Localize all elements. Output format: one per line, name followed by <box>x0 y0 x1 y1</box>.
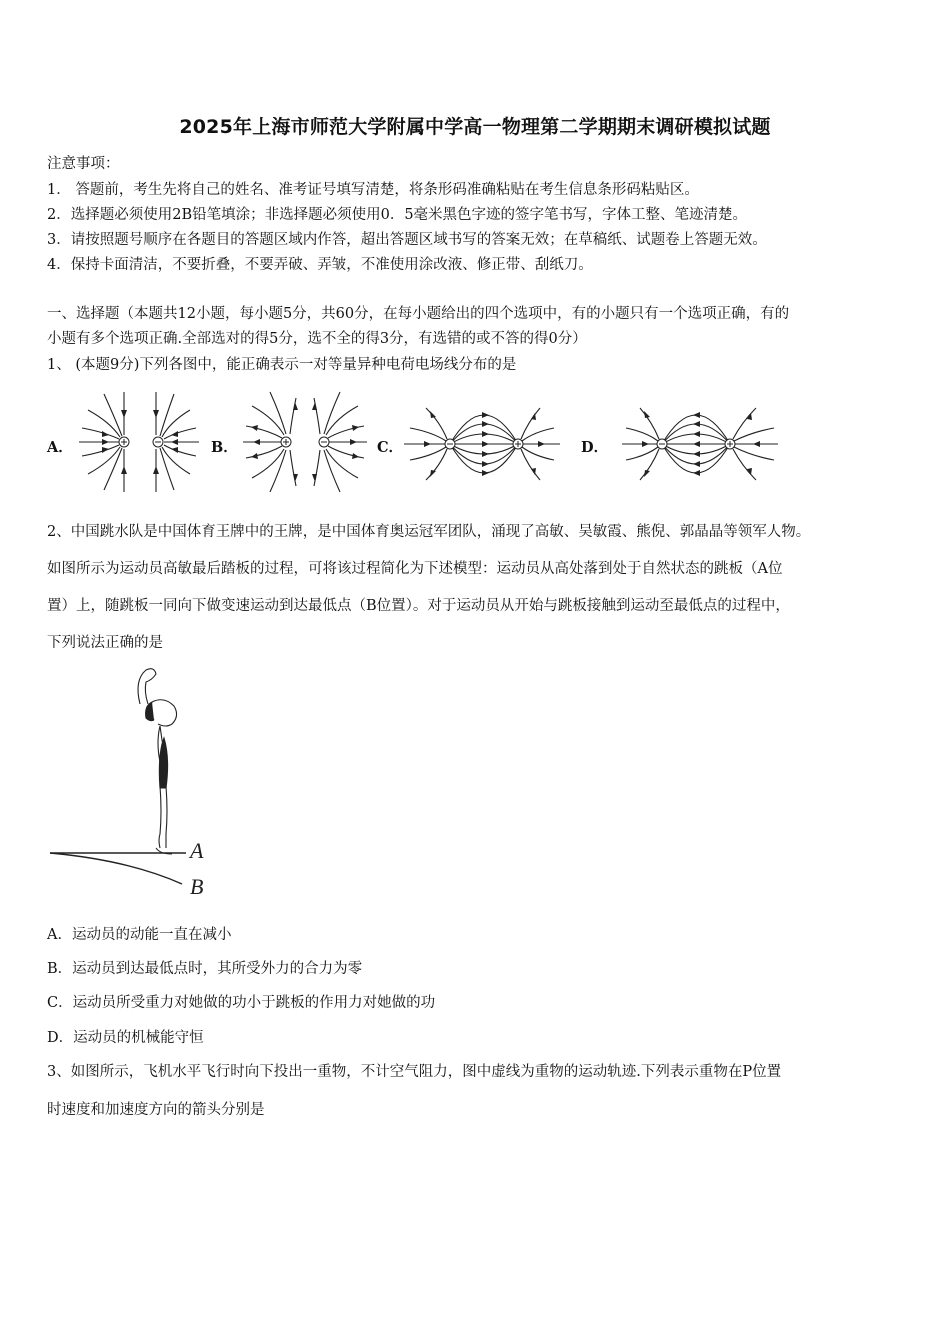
q2-stem-line: 2、中国跳水队是中国体育王牌中的王牌，是中国体育奥运冠军团队，涌现了高敏、吴敏霞、熊倪、郭晶晶等领军人物。 <box>47 524 811 540</box>
q2-option-d: D．运动员的机械能守恒 <box>47 1030 204 1046</box>
field-diagram-a <box>74 388 204 496</box>
q2-stem-line: 置）上，随跳板一同向下做变速运动到达最低点（B位置）。对于运动员从开始与跳板接触到运动至最低点的过程中， <box>47 598 790 614</box>
notice-heading: 注意事项： <box>47 156 120 172</box>
q3-stem-line: 3、如图所示，飞机水平飞行时向下投出一重物，不计空气阻力，图中虚线为重物的运动轨迹.下列表示重物在P位置 <box>47 1064 782 1080</box>
q1-option-b-label: B． <box>211 439 238 456</box>
field-diagram-c <box>402 390 562 498</box>
q1-option-a-label: A． <box>47 439 73 456</box>
notice-item: 2．选择题必须使用2B铅笔填涂；非选择题必须使用0．5毫米黑色字迹的签字笔书写，字体工整、笔迹清楚。 <box>47 207 748 223</box>
q1-option-d-label: D． <box>581 439 609 456</box>
q2-option-b: B．运动员到达最低点时，其所受外力的合力为零 <box>47 961 363 977</box>
q2-stem-line: 下列说法正确的是 <box>47 635 163 651</box>
q2-option-c: C．运动员所受重力对她做的功小于跳板的作用力对她做的功 <box>47 995 436 1011</box>
diver-figure <box>48 662 228 907</box>
notice-item: 3．请按照题号顺序在各题目的答题区域内作答，超出答题区域书写的答案无效；在草稿纸、试题卷上答题无效。 <box>47 232 767 248</box>
field-diagram-b <box>240 388 370 496</box>
field-diagram-d <box>620 390 780 498</box>
q2-option-a: A．运动员的动能一直在减小 <box>47 927 232 943</box>
q1-stem: 1、 (本题9分)下列各图中，能正确表示一对等量异种电荷电场线分布的是 <box>47 357 517 373</box>
notice-item: 4．保持卡面清洁，不要折叠，不要弄破、弄皱，不准使用涂改液、修正带、刮纸刀。 <box>47 257 593 273</box>
section-heading-line: 一、选择题（本题共12小题，每小题5分，共60分，在每小题给出的四个选项中，有的小题只有一个选项正确，有的 <box>47 306 790 322</box>
board-position-b-label: B <box>190 874 204 899</box>
board-position-a-label: A <box>190 838 204 863</box>
q3-stem-line: 时速度和加速度方向的箭头分别是 <box>47 1102 265 1118</box>
q1-option-c-label: C． <box>377 439 404 456</box>
section-heading-line: 小题有多个选项正确.全部选对的得5分，选不全的得3分，有选错的或不答的得0分） <box>47 331 587 347</box>
notice-item: 1． 答题前，考生先将自己的姓名、准考证号填写清楚，将条形码准确粘贴在考生信息条形码粘贴区。 <box>47 182 699 198</box>
page-title: 2025年上海市师范大学附属中学高一物理第二学期期末调研模拟试题 <box>179 116 771 138</box>
q2-stem-line: 如图所示为运动员高敏最后踏板的过程，可将该过程简化为下述模型：运动员从高处落到处于自然状态的跳板（A位 <box>47 561 783 577</box>
